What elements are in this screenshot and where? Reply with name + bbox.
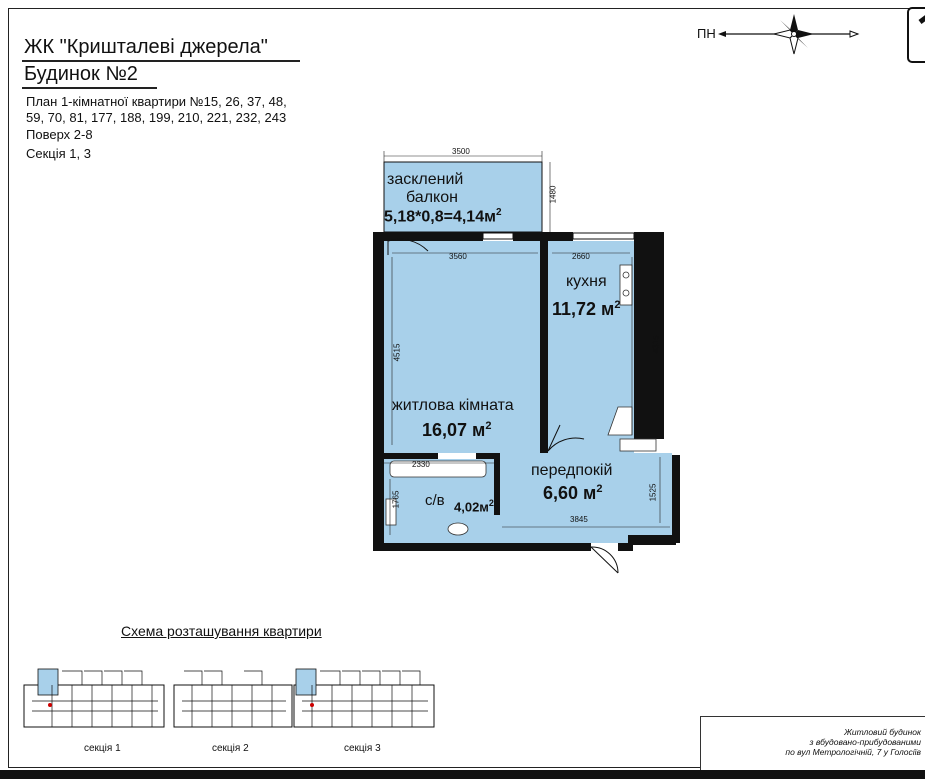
building-location-scheme (22, 667, 442, 737)
plan-line-2: 59, 70, 81, 177, 188, 199, 210, 221, 232, 243 (26, 110, 287, 125)
title-block-stamp (700, 716, 925, 772)
toilet-icon (448, 523, 468, 535)
bathroom-name: с/в (425, 492, 445, 509)
dim-bath-width: 2330 (412, 460, 430, 469)
dim-living-depth: 4515 (392, 343, 402, 362)
hallway-name: передпокій (531, 462, 613, 479)
dim-living-width: 3560 (449, 252, 467, 261)
hallway-area-value: 6,60 м (543, 483, 597, 503)
balcony-label-2: балкон (406, 189, 458, 206)
dim-bath-depth: 1765 (391, 490, 401, 509)
title-underline (22, 60, 300, 62)
apartment-highlights (38, 669, 316, 695)
living-room-area-value: 16,07 м (422, 420, 486, 440)
dim-kitchen-depth: 4315 (651, 335, 661, 354)
floors-info: Поверх 2-8 (26, 127, 93, 142)
building-underline (22, 87, 157, 89)
hallway-area-text (543, 483, 602, 504)
living-room-name: житлова кімната (392, 397, 514, 414)
north-label: ПН (697, 26, 716, 41)
balcony-label-1: засклений (387, 171, 464, 188)
bathroom-area-value: 4,02м (454, 499, 489, 515)
complex-title: ЖК "Кришталеві джерела" (24, 36, 268, 58)
balcony-area-sup: 2 (495, 207, 502, 218)
section-label-1: секція 1 (84, 743, 121, 754)
section-label-3: секція 3 (344, 743, 381, 754)
stove-icon (620, 265, 632, 305)
kitchen-name: кухня (566, 273, 607, 290)
building-title: Будинок №2 (24, 63, 138, 85)
dim-hall-depth: 1525 (648, 483, 658, 502)
scheme-title: Схема розташування квартири (121, 623, 322, 639)
dim-balcony-width: 3500 (452, 147, 470, 156)
hallway-area-sup: 2 (596, 483, 603, 495)
kitchen-area-text (552, 299, 621, 320)
balcony-area-value: 5,18*0,8=4,14м (384, 208, 496, 226)
counter-icon (620, 439, 656, 451)
bathtub-icon (390, 461, 486, 477)
living-room-area-text (422, 420, 492, 441)
kitchen-area-sup: 2 (614, 299, 621, 311)
bathroom-area-text (454, 498, 494, 514)
logo-fragment-icon (906, 8, 925, 64)
stamp-line-2: з вбудовано-прибудованими (809, 737, 921, 747)
living-room-area-sup: 2 (485, 420, 492, 432)
dim-kitchen-width: 2660 (572, 252, 590, 261)
bathroom-area-sup: 2 (488, 498, 494, 508)
plan-line-1: План 1-кімнатної квартири №15, 26, 37, 48, (26, 94, 287, 109)
balcony-area-text (384, 207, 502, 226)
sections-info: Секція 1, 3 (26, 146, 91, 161)
dim-hall-width: 3845 (570, 515, 588, 524)
stamp-line-3: по вул Метрологічній, 7 у Голосіїв (785, 747, 921, 757)
compass-rose-icon (718, 14, 868, 54)
kitchen-area-value: 11,72 м (552, 299, 615, 319)
dim-balcony-depth: 1480 (548, 185, 558, 204)
stamp-line-1: Житловий будинок (844, 727, 921, 737)
section-label-2: секція 2 (212, 743, 249, 754)
bottom-border-bar (0, 770, 925, 779)
